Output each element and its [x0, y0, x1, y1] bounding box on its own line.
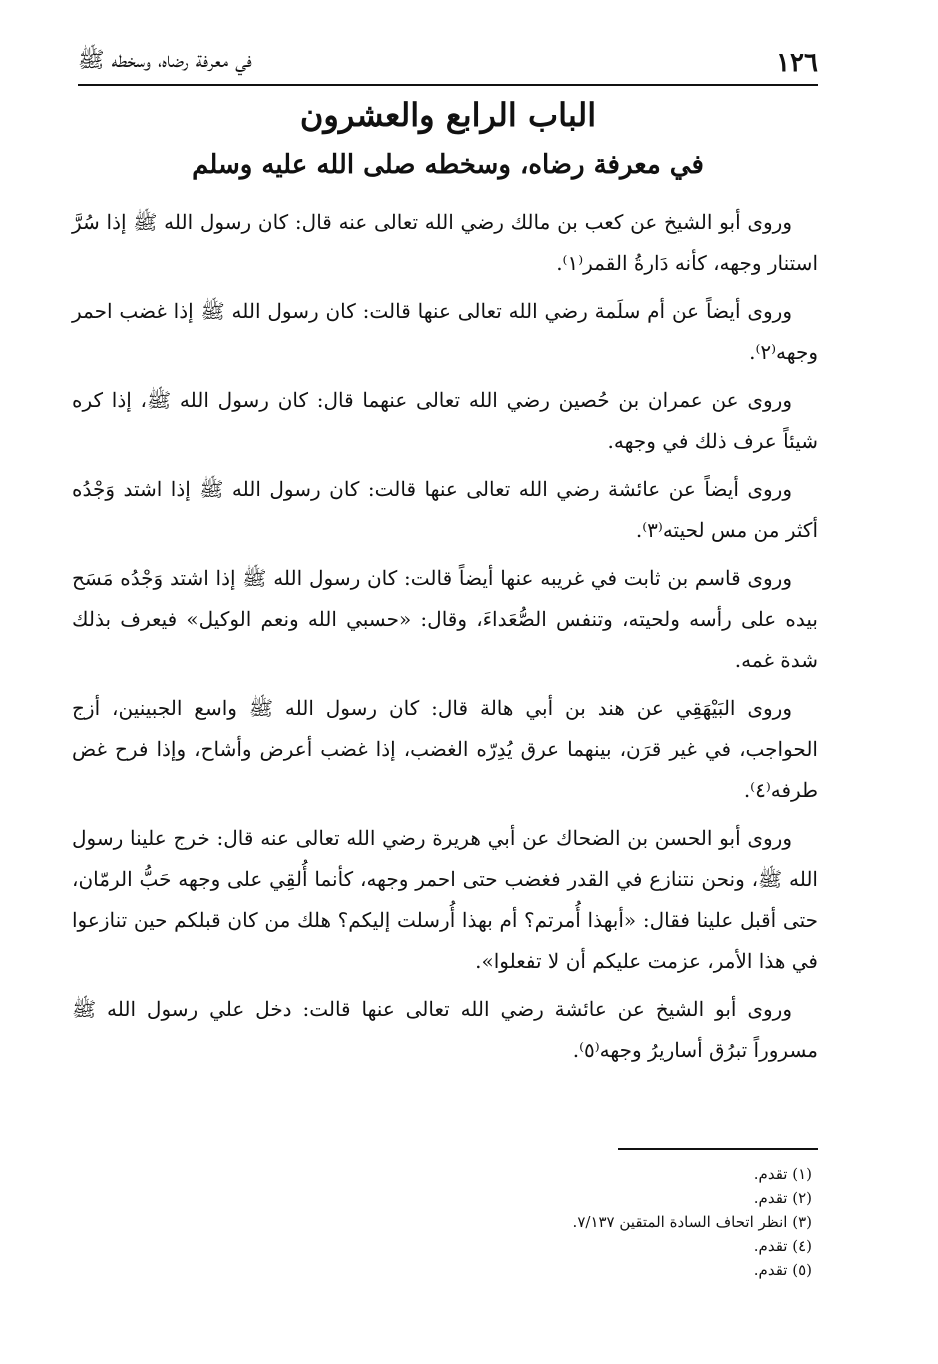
page-header — [78, 40, 818, 86]
body-text — [72, 202, 818, 1078]
paragraph: وروى أيضاً عن عائشة رضي الله تعالى عنها قالت: كان رسول الله ﷺ إذا اشتد وَجْدُه أكثر من مس لحيته⁽٣⁾. — [72, 477, 818, 542]
footnote-divider — [618, 1148, 818, 1150]
paragraph: وروى قاسم بن ثابت في غريبه عنها أيضاً قالت: كان رسول الله ﷺ إذا اشتد وَجْدُه مَسَح بيده على رأسه ولحيته، وتنفس الصُّعَداءَ، وقال: «حسبي الله ونعم الوكيل» فيعرف بذلك شدة غمه. — [72, 566, 818, 672]
footnote: (٤) تقدم. — [753, 1237, 812, 1255]
paragraph: وروى أبو الحسن بن الضحاك عن أبي هريرة رضي الله تعالى عنه قال: خرج علينا رسول الله ﷺ، ونحن نتنازع في القدر فغضب حتى احمر وجهه، كأنما أُلقِي على وجهه حَبُّ الرمّان، حتى أقبل علينا فقال: «أبهذا أُمرتم؟ أم بهذا أُرسلت إليكم؟ هلك من كان قبلكم حين تنازعوا في هذا الأمر، عزمت عليكم أن لا تفعلوا». — [72, 826, 818, 973]
chapter-subtitle: في معرفة رضاه، وسخطه صلى الله عليه وسلم — [192, 150, 704, 180]
paragraph: وروى أبو الشيخ عن كعب بن مالك رضي الله تعالى عنه قال: كان رسول الله ﷺ إذا سُرَّ استنار وجهه، كأنه دَارةُ القمر⁽١⁾. — [72, 210, 818, 275]
paragraph: وروى أيضاً عن أم سلَمة رضي الله تعالى عنها قالت: كان رسول الله ﷺ إذا غضب احمر وجهه⁽٢⁾. — [72, 299, 818, 364]
paragraph: وروى عن عمران بن حُصين رضي الله تعالى عنهما قال: كان رسول الله ﷺ، إذا كره شيئاً عرف ذلك في وجهه. — [72, 388, 818, 453]
paragraph: وروى البَيْهَقِي عن هند بن أبي هالة قال: كان رسول الله ﷺ واسع الجبينين، أزج الحواجب، في غير قرَن، بينهما عرق يُدِرّه الغضب، إذا غضب أعرض وأشاح، وإذا فرح غض طرفه⁽٤⁾. — [72, 696, 818, 802]
footnote: (١) تقدم. — [753, 1165, 812, 1183]
running-title: في معرفة رضاه، وسخطه ﷺ — [78, 48, 252, 73]
chapter-title: الباب الرابع والعشرون — [299, 96, 597, 134]
page-number: ١٢٦ — [776, 48, 818, 78]
paragraph: وروى أبو الشيخ عن عائشة رضي الله تعالى عنها قالت: دخل علي رسول الله ﷺ مسروراً تبرُق أساريرُ وجهه⁽٥⁾. — [72, 997, 818, 1062]
footnote: (٢) تقدم. — [753, 1189, 812, 1207]
footnote: (٥) تقدم. — [753, 1261, 812, 1279]
footnotes — [312, 1162, 812, 1282]
footnote: (٣) انظر اتحاف السادة المتقين ٧/١٣٧. — [572, 1213, 812, 1231]
